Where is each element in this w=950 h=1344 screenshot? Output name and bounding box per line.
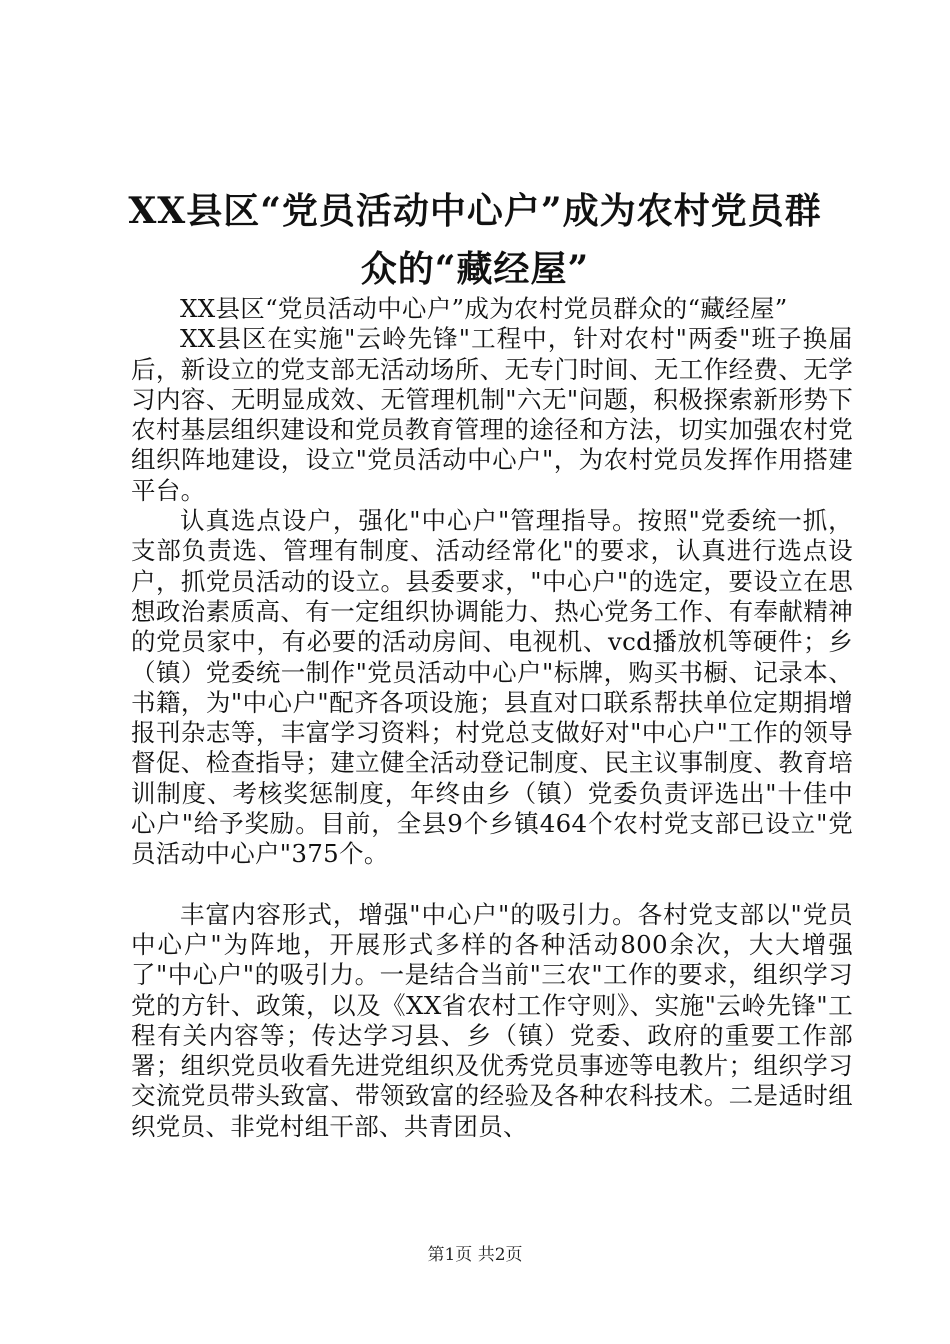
paragraph-site-selection: 认真选点设户，强化"中心户"管理指导。按照"党委统一抓，支部负责选、管理有制度、活动经常化"的要求，认真进行选点设户，抓党员活动的设立。县委要求，"中心户"的选定，要设立在思想政治素质高、有一定组织协调能力、热心党务工作、有奉献精神的党员家中，有必要的活动房间、电视机、vcd播放机等硬件；乡（镇）党委统一制作"党员活动中心户"标牌，购买书橱、记录本、书籍，为"中心户"配齐各项设施；县直对口联系帮扶单位定期捐增报刊杂志等，丰富学习资料；村党总支做好对"中心户"工作的领导督促、检查指导；建立健全活动登记制度、民主议事制度、教育培训制度、考核奖惩制度，年终由乡（镇）党委负责评选出"十佳中心户"给予奖励。目前，全县9个乡镇464个农村党支部已设立"党员活动中心户"375个。	[131, 506, 853, 869]
paragraph-content-forms: 丰富内容形式，增强"中心户"的吸引力。各村党支部以"党员中心户"为阵地，开展形式多样的各种活动800余次，大大增强了"中心户"的吸引力。一是结合当前"三农"工作的要求，组织学习党的方针、政策，以及《XX省农村工作守则》、实施"云岭先锋"工程有关内容等；传达学习县、乡（镇）党委、政府的重要工作部署；组织党员收看先进党组织及优秀党员事迹等电教片；组织学习交流党员带头致富、带领致富的经验及各种农科技术。二是适时组织党员、非党村组干部、共青团员、	[131, 899, 853, 1141]
paragraph-repeat-title: XX县区“党员活动中心户”成为农村党员群众的“藏经屋”	[180, 294, 788, 323]
document-title: XX县区“党员活动中心户”成为农村党员群众的“藏经屋”	[128, 190, 822, 290]
paragraph-intro: XX县区在实施"云岭先锋"工程中，针对农村"两委"班子换届后，新设立的党支部无活动场所、无专门时间、无工作经费、无学习内容、无明显成效、无管理机制"六无"问题，积极探索新形势下农村基层组织建设和党员教育管理的途径和方法，切实加强农村党组织阵地建设，设立"党员活动中心户"，为农村党员发挥作用搭建平台。	[131, 324, 853, 505]
page-footer: 第1页 共2页	[427, 1245, 523, 1265]
document-body	[131, 294, 853, 1142]
